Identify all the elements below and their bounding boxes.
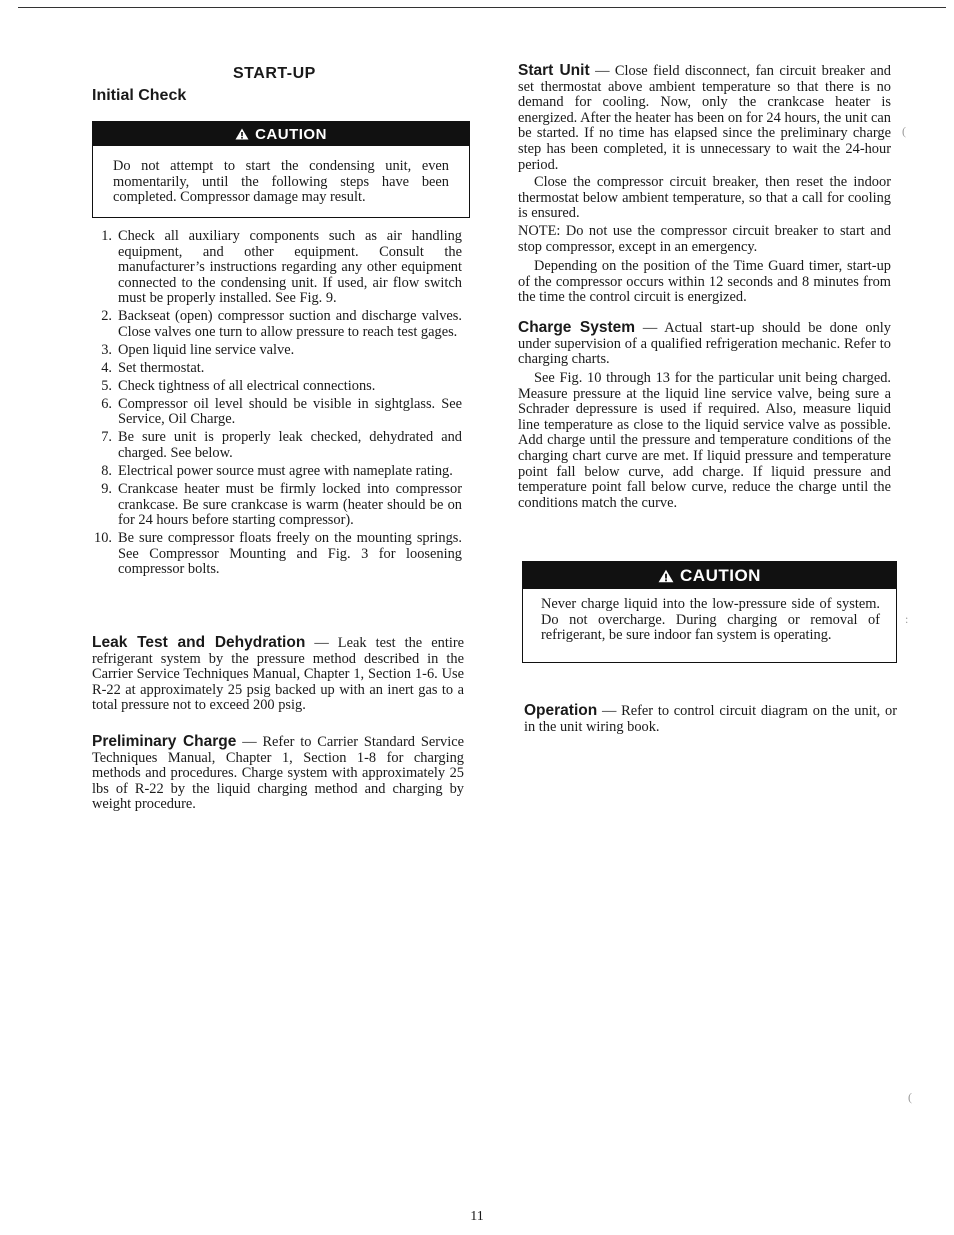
initial-check-title: Initial Check bbox=[92, 87, 187, 104]
list-item bbox=[92, 361, 462, 377]
list-item-number: 3. bbox=[101, 341, 112, 358]
section-title: START-UP bbox=[233, 65, 316, 82]
list-item-text: Check all auxiliary components such as air handling equipment, and other equipment. Consult the manufacturer’s instructions regarding any other equipment connected to the condensing unit. If used, air flow switch must be properly installed. See Fig. 9. bbox=[118, 228, 462, 307]
caution-label-2: CAUTION bbox=[680, 565, 761, 585]
caution-label: CAUTION bbox=[255, 125, 327, 143]
list-item-number: 8. bbox=[101, 463, 112, 480]
list-item-text: Open liquid line service valve. bbox=[118, 341, 295, 358]
caution-text-2: Never charge liquid into the low-pressure side of system. Do not overcharge. During charging or removal of refrigerant, be sure indoor fan system is operating. bbox=[541, 596, 880, 644]
list-item bbox=[92, 430, 462, 461]
top-rule bbox=[18, 7, 946, 8]
initial-check-steps bbox=[92, 229, 462, 580]
operation-body: — Refer to control circuit diagram on the unit, or in the unit wiring book. bbox=[524, 703, 897, 735]
leak-test-heading: Leak Test and Dehydration bbox=[92, 634, 306, 651]
list-item-number: 2. bbox=[101, 308, 112, 325]
start-unit-paragraph bbox=[518, 63, 891, 173]
list-item-text: Electrical power source must agree with nameplate rating. bbox=[118, 463, 453, 480]
charge-system-paragraph-2: See Fig. 10 through 13 for the particular unit being charged. Measure pressure at the liquid line service valve, being sure a Schrader depressure is used if required. Also, measure liquid line temperature as close to the liquid service valve as possible. Add charge until the pressure and temperature conditions of the charging chart curve are met. If liquid pressure and temperature point fall below curve, add charge. If liquid pressure and temperature point fall below curve, reduce the charge until the conditions match the curve. bbox=[518, 370, 891, 511]
list-item-text: Backseat (open) compressor suction and discharge valves. Close valves one turn to allow pressure to reach test gages. bbox=[118, 308, 462, 340]
list-item-number: 6. bbox=[101, 395, 112, 412]
page-number: 11 bbox=[470, 1209, 484, 1224]
charge-system-paragraph bbox=[518, 320, 891, 368]
list-item bbox=[92, 343, 462, 359]
list-item-number: 10. bbox=[94, 530, 112, 547]
list-item bbox=[92, 397, 462, 428]
warning-icon bbox=[658, 569, 674, 583]
scan-mark: ( bbox=[902, 124, 906, 138]
list-item-text: Set thermostat. bbox=[118, 359, 205, 376]
list-item bbox=[92, 482, 462, 529]
list-item bbox=[92, 379, 462, 395]
start-unit-note: NOTE: Do not use the compressor circuit breaker to start and stop compressor, except in an emergency. bbox=[518, 223, 891, 255]
preliminary-charge-heading: Preliminary Charge bbox=[92, 733, 237, 750]
list-item-text: Be sure compressor floats freely on the mounting springs. See Compressor Mounting and Fig. 3 for loosening compressor bolts. bbox=[118, 530, 462, 578]
caution-box bbox=[92, 121, 470, 218]
list-item-text: Be sure unit is properly leak checked, dehydrated and charged. See below. bbox=[118, 429, 462, 462]
start-unit-paragraph-2: Close the compressor circuit breaker, then reset the indoor thermostat below ambient temperature, so that a call for cooling is ensured. bbox=[518, 174, 891, 222]
start-unit-heading: Start Unit bbox=[518, 62, 590, 79]
list-item bbox=[92, 309, 462, 340]
list-item bbox=[92, 464, 462, 480]
list-item-number: 7. bbox=[101, 429, 112, 446]
preliminary-charge-body: — Refer to Carrier Standard Service Techniques Manual, Chapter 1, Section 1-8 for charging methods and procedures. Charge system with approximately 25 lbs of R-22 by the liquid charging method and charging by weight procedure. bbox=[92, 734, 464, 813]
list-item-text: Crankcase heater must be firmly locked into compressor crankcase. Be sure crankcase is warm (heater should be on for 24 hours before starting compressor). bbox=[118, 481, 462, 529]
operation-heading: Operation bbox=[524, 702, 598, 719]
start-unit-paragraph-3: Depending on the position of the Time Guard timer, start-up of the compressor occurs within 12 seconds and 8 minutes from the time the control circuit is energized. bbox=[518, 258, 891, 306]
list-item bbox=[92, 229, 462, 307]
caution-text: Do not attempt to start the condensing unit, even momentarily, until the following steps have been completed. Compressor damage may result. bbox=[113, 158, 449, 206]
list-item bbox=[92, 531, 462, 578]
scan-mark: : bbox=[905, 612, 909, 626]
caution-bar bbox=[93, 122, 469, 146]
list-item-text: Check tightness of all electrical connections. bbox=[118, 377, 376, 394]
leak-test-body: — Leak test the entire refrigerant system by the pressure method described in the Carrier Service Techniques Manual, Chapter 1, Section 1-6. Use R-22 at approximately 25 psig backed up with an inert gas to a total pressure not to exceed 200 psig. bbox=[92, 635, 464, 714]
charge-system-body: — Actual start-up should be done only under supervision of a qualified refrigeration mechanic. Refer to charging charts. bbox=[518, 320, 891, 368]
start-unit-body: — Close field disconnect, fan circuit breaker and set thermostat above ambient temperature so that there is no demand for cooling. Now, only the crankcase heater is energized. After the heater has been on for 24 hours, the unit can be started. If no time has elapsed since the preliminary charge step has been completed, it is unnecessary to wait the 24-hour period. bbox=[518, 63, 891, 173]
list-item-number: 9. bbox=[101, 481, 112, 498]
warning-icon bbox=[235, 128, 249, 140]
charge-system-heading: Charge System bbox=[518, 319, 636, 336]
preliminary-charge-paragraph bbox=[92, 734, 464, 813]
scan-mark: ( bbox=[908, 1090, 912, 1104]
list-item-number: 1. bbox=[101, 228, 112, 244]
operation-paragraph bbox=[524, 703, 897, 735]
list-item-number: 4. bbox=[101, 359, 112, 376]
list-item-text: Compressor oil level should be visible in sightglass. See Service, Oil Charge. bbox=[118, 395, 462, 428]
caution-bar-2 bbox=[523, 562, 896, 589]
leak-test-paragraph bbox=[92, 635, 464, 714]
list-item-number: 5. bbox=[101, 377, 112, 394]
caution-box-2 bbox=[522, 561, 897, 663]
